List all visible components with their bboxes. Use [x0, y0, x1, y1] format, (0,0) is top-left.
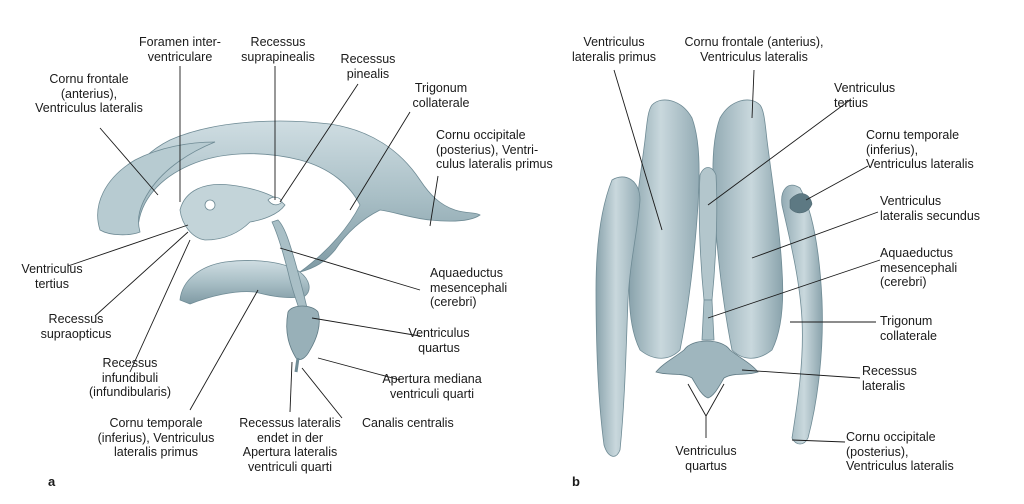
panel-letter-b: b	[572, 474, 580, 489]
left-lateral-ventricle-b	[629, 100, 699, 358]
label-ventriculus-tertius-a: Ventriculus tertius	[21, 262, 83, 291]
label-cornu-frontale-b: Cornu frontale (anterius), Ventriculus lateralis	[684, 35, 824, 64]
label-recessus-pinealis: Recessus pinealis	[340, 52, 396, 81]
label-recessus-suprapinealis: Recessus suprapinealis	[241, 35, 315, 64]
label-cornu-frontale-a: Cornu frontale (anterius), Ventriculus lateralis	[35, 72, 143, 115]
panel-b-ventricle-cast	[596, 100, 822, 456]
interventricular-foramen-a	[205, 200, 215, 210]
label-ventriculus-quartus-b: Ventriculus quartus	[675, 444, 737, 473]
label-recessus-infundibuli: Recessus infundibuli (infundibularis)	[89, 356, 171, 399]
label-ventriculus-tertius-b: Ventriculus tertius	[834, 81, 896, 110]
label-cornu-occipitale-a: Cornu occipitale (posterius), Ventri- culus lateralis primus	[436, 128, 553, 171]
label-ventriculus-lateralis-secundus-b: Ventriculus lateralis secundus	[880, 194, 981, 223]
lateral-ventricle-arc-a	[117, 121, 480, 272]
label-aquaeductus-a: Aquaeductus mesencephali (cerebri)	[430, 266, 508, 309]
label-recessus-lateralis-a: Recessus lateralis endet in der Apertura lateralis ventriculi quarti	[239, 416, 341, 474]
third-ventricle-b	[699, 168, 717, 301]
label-recessus-supraopticus: Recessus supraopticus	[40, 312, 112, 341]
fourth-ventricle-a	[287, 306, 320, 360]
label-cornu-occipitale-b: Cornu occipitale (posterius), Ventriculus lateralis	[846, 430, 954, 473]
right-lateral-ventricle-b	[713, 100, 783, 358]
central-canal-a	[296, 358, 298, 372]
panel-letter-a: a	[48, 474, 56, 489]
label-recessus-lateralis-b: Recessus lateralis	[862, 364, 917, 393]
label-trigonum-collaterale-a: Trigonum collaterale	[412, 81, 470, 110]
third-ventricle-a	[180, 184, 285, 240]
label-canalis-centralis: Canalis centralis	[362, 416, 454, 430]
label-trigonum-collaterale-b: Trigonum collaterale	[880, 314, 937, 343]
label-cornu-temporale-b: Cornu temporale (inferius), Ventriculus lateralis	[866, 128, 974, 171]
label-aquaeductus-b: Aquaeductus mesencephali (cerebri)	[880, 246, 958, 289]
label-ventriculus-quartus-a: Ventriculus quartus	[408, 326, 470, 355]
label-cornu-temporale-a: Cornu temporale (inferius), Ventriculus lateralis primus	[97, 416, 215, 459]
label-ventriculus-lateralis-primus-b: Ventriculus lateralis primus	[571, 35, 657, 64]
label-foramen-interventriculare: Foramen inter- ventriculare	[139, 35, 221, 64]
label-apertura-mediana: Apertura mediana ventriculi quarti	[382, 372, 482, 401]
aqueduct-b	[702, 300, 714, 340]
right-temporal-horn-b	[782, 185, 823, 444]
